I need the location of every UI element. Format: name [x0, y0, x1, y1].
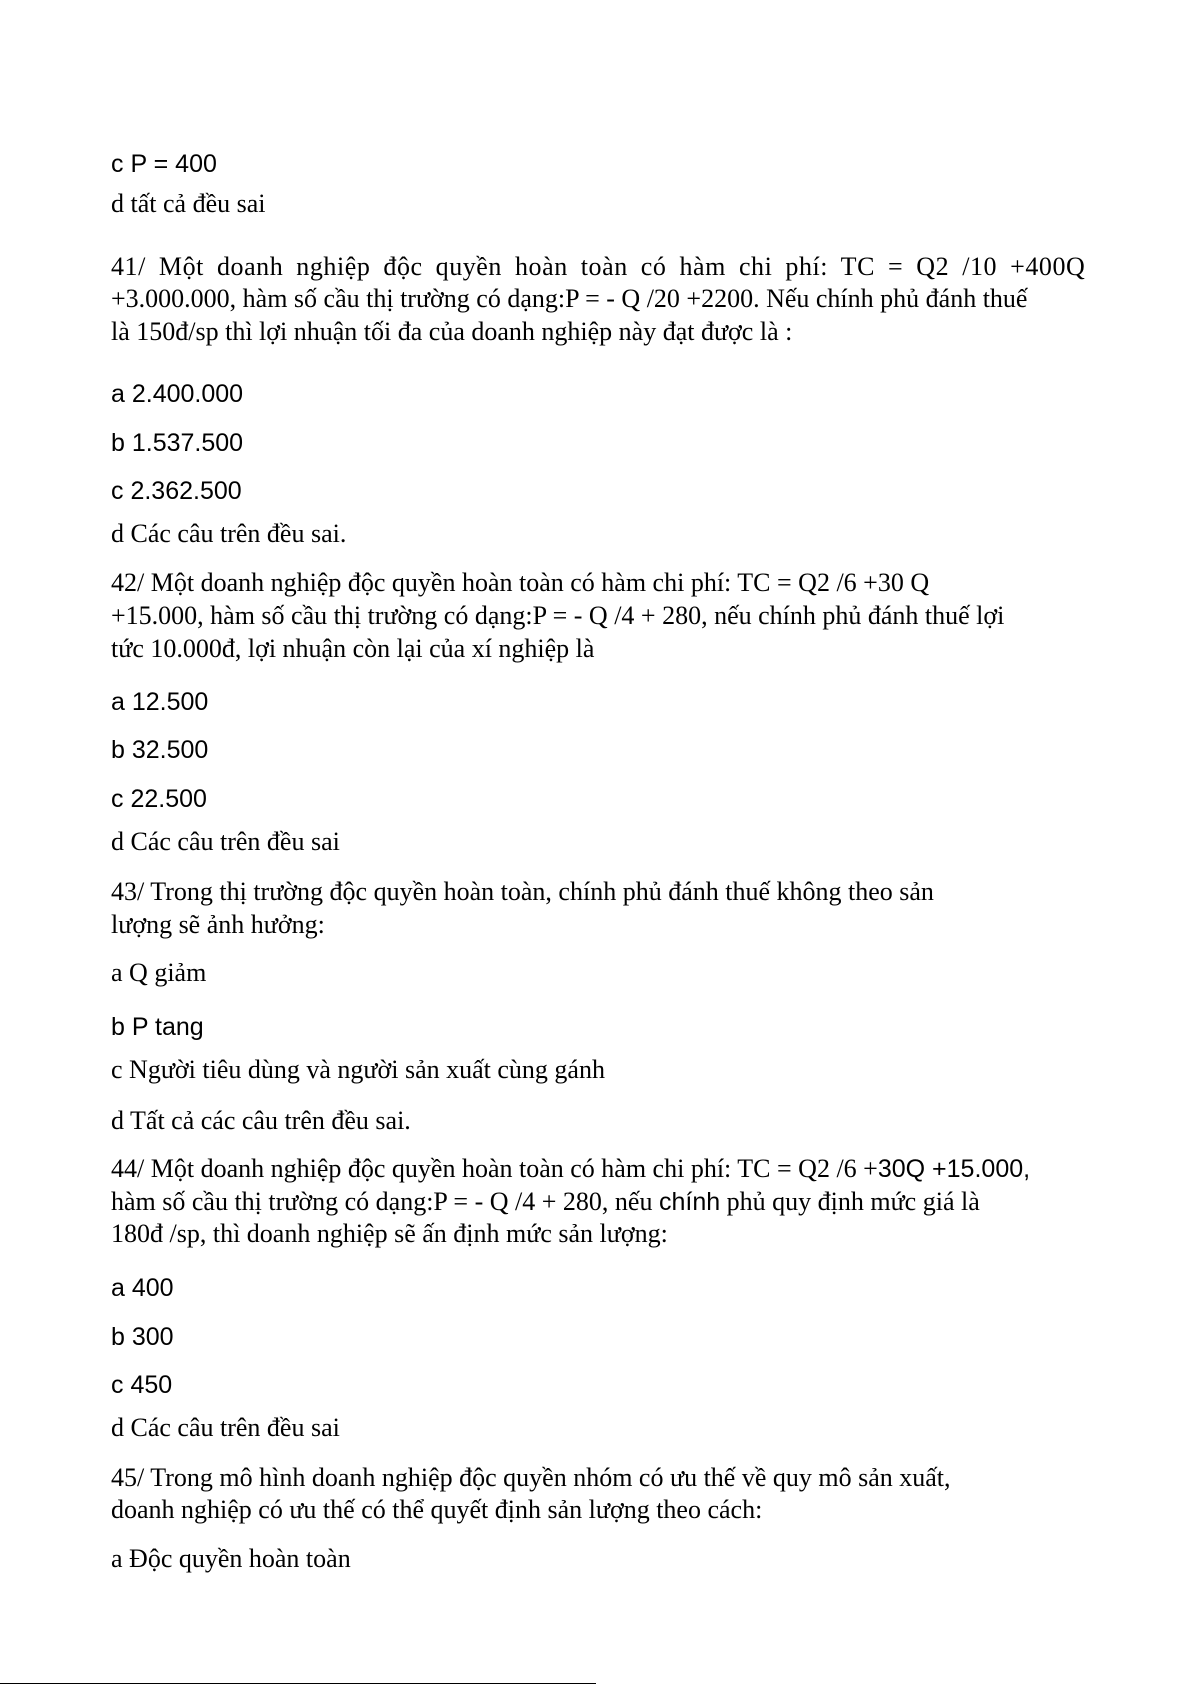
- answer-option: d Tất cả các câu trên đều sai.: [111, 1106, 411, 1135]
- question-43-text: lượng sẽ ảnh hưởng:: [111, 910, 325, 939]
- question-44-text: [111, 1189, 980, 1215]
- question-42-text: +15.000, hàm số cầu thị trường có dạng:P = - Q /4 + 280, nếu chính phủ đánh thuế lợi: [111, 601, 1005, 630]
- answer-option: d Các câu trên đều sai.: [111, 519, 347, 548]
- answer-option: a 400: [111, 1274, 174, 1302]
- answer-option: c P = 400: [111, 150, 217, 178]
- answer-option: b 1.537.500: [111, 429, 244, 457]
- question-44-text-part: phủ quy định mức giá là: [720, 1187, 980, 1216]
- answer-option: a Q giảm: [111, 958, 207, 987]
- question-41-text: +3.000.000, hàm số cầu thị trường có dạng:P = - Q /20 +2200. Nếu chính phủ đánh thuế: [111, 284, 1028, 313]
- question-44-text-part: chính: [658, 1188, 721, 1216]
- question-41-text: là 150đ/sp thì lợi nhuận tối đa của doanh nghiệp này đạt được là :: [111, 317, 793, 346]
- question-42-text: 42/ Một doanh nghiệp độc quyền hoàn toàn có hàm chi phí: TC = Q2 /6 +30 Q: [111, 568, 930, 597]
- answer-option: c 2.362.500: [111, 477, 242, 505]
- answer-option: a Độc quyền hoàn toàn: [111, 1544, 351, 1573]
- answer-option: d Các câu trên đều sai: [111, 827, 340, 856]
- question-43-text: 43/ Trong thị trường độc quyền hoàn toàn, chính phủ đánh thuế không theo sản: [111, 877, 934, 906]
- question-44-text: 180đ /sp, thì doanh nghiệp sẽ ấn định mức sản lượng:: [111, 1219, 668, 1248]
- question-44-text-part: hàm số cầu thị trường có dạng:P = - Q /4 + 280, nếu: [111, 1187, 659, 1216]
- question-45-text: 45/ Trong mô hình doanh nghiệp độc quyền nhóm có ưu thế về quy mô sản xuất,: [111, 1463, 951, 1492]
- answer-option: b 32.500: [111, 736, 209, 764]
- question-44-text-part: 44/ Một doanh nghiệp độc quyền hoàn toàn có hàm chi phí: TC = Q2 /6 +: [111, 1154, 878, 1183]
- answer-option: b 300: [111, 1323, 174, 1351]
- footer-rule: [0, 1683, 596, 1684]
- answer-option: d Các câu trên đều sai: [111, 1413, 340, 1442]
- question-42-text: tức 10.000đ, lợi nhuận còn lại của xí nghiệp là: [111, 634, 595, 663]
- answer-option: d tất cả đều sai: [111, 189, 266, 218]
- answer-option: a 12.500: [111, 688, 209, 716]
- answer-option: a 2.400.000: [111, 380, 244, 408]
- question-45-text: doanh nghiệp có ưu thế có thể quyết định sản lượng theo cách:: [111, 1495, 763, 1524]
- answer-option: b P tang: [111, 1013, 204, 1041]
- answer-option: c 450: [111, 1371, 173, 1399]
- question-44-text-part: 30Q +15.000,: [877, 1155, 1031, 1183]
- question-41-text: 41/ Một doanh nghiệp độc quyền hoàn toàn có hàm chi phí: TC = Q2 /10 +400Q: [111, 252, 1086, 281]
- question-44-text: [111, 1156, 1030, 1182]
- answer-option: c 22.500: [111, 785, 207, 813]
- answer-option: c Người tiêu dùng và người sản xuất cùng gánh: [111, 1055, 605, 1084]
